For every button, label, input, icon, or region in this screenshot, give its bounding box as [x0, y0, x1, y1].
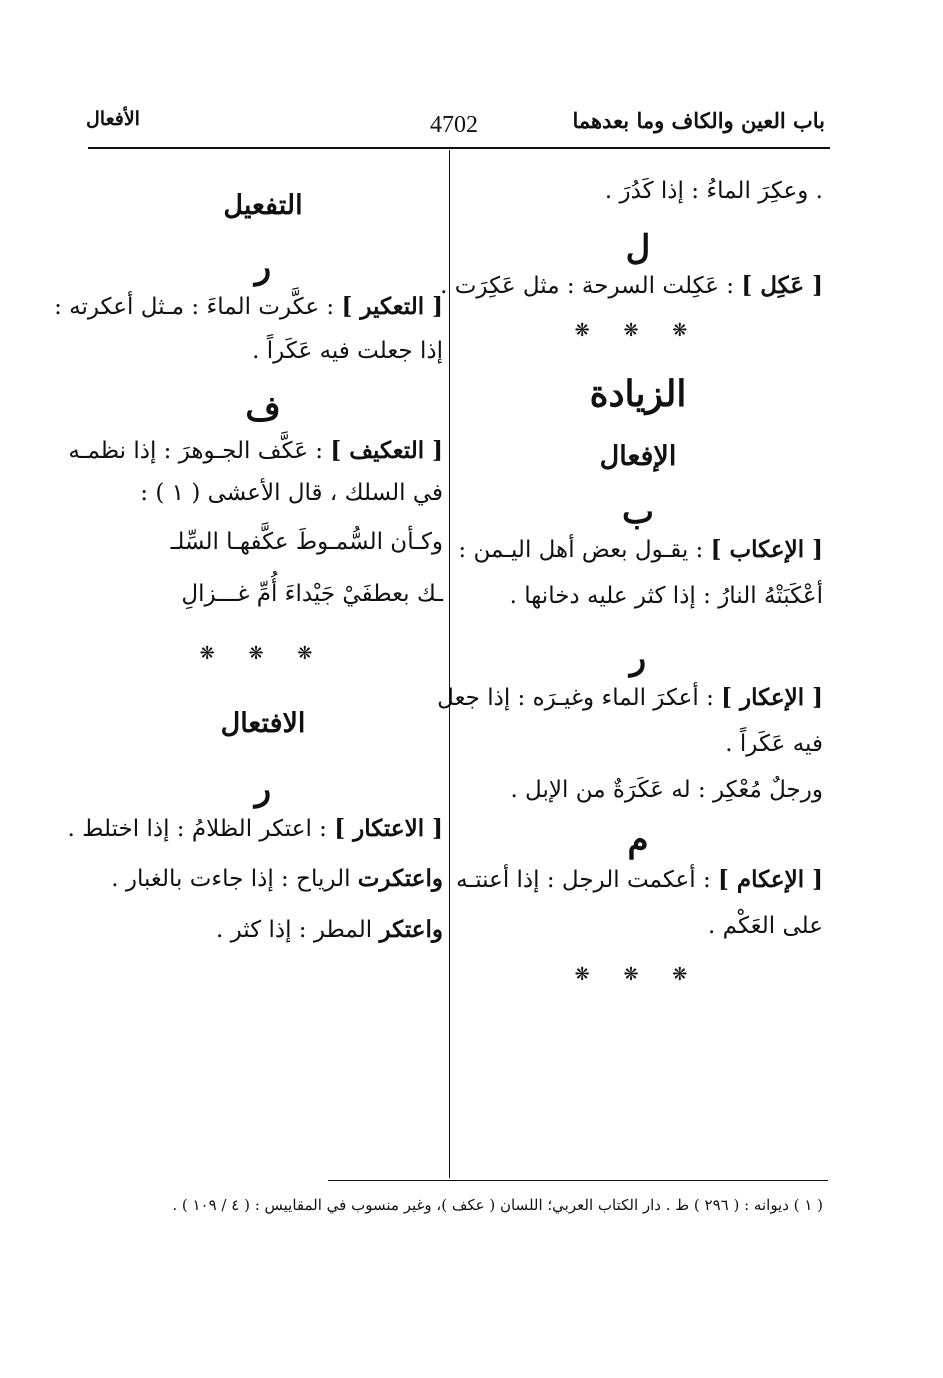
section-heading: الافتعال — [220, 707, 306, 739]
text-line: ورجلٌ مُعْكِر : له عَكَرَةٌ من الإبل . — [510, 776, 823, 803]
footnote: ( ١ ) ديوانه : ( ٢٩٦ ) ط . دار الكتاب العربي؛ اللسان ( عكف )، وغير منسوب في المقاييس : ( ٤ / ١٠٩ ) . — [172, 1196, 823, 1214]
entry-term: [ التعكير ] — [341, 293, 443, 320]
entry-line — [54, 293, 443, 322]
entry-text: : يقـول بعض أهل اليـمن : — [458, 537, 711, 564]
entry-line — [453, 866, 823, 895]
text-line: على العَكْم . — [708, 912, 823, 939]
entry-term: [ الإعكام ] — [718, 866, 823, 894]
chapter-title: باب العين والكاف وما بعدهما — [572, 108, 825, 133]
entry-text: : عَكَّف الجـوهرَ : إذا نظمـه — [68, 438, 331, 465]
entry-line — [83, 865, 443, 894]
text-line: إذا جعلت فيه عَكَراً . — [252, 337, 443, 364]
entry-term: واعتكر — [379, 915, 443, 943]
subsection-heading: الإفعال — [599, 441, 677, 473]
entry-text: الرياح : إذا جاءت بالغبار . — [111, 866, 358, 893]
entry-line — [453, 536, 823, 565]
right-column — [437, 172, 823, 986]
entry-line — [83, 916, 443, 945]
entry-line — [437, 684, 823, 713]
text-line: فيه عَكَراً . — [725, 730, 823, 757]
letter-heading: م — [627, 820, 649, 861]
entry-line — [67, 814, 443, 844]
text-line: في السلك ، قال الأعشى ( ١ ) : — [140, 479, 443, 506]
entry-term: واعتكرت — [357, 865, 443, 893]
header-rule — [88, 147, 830, 149]
entry-line — [440, 271, 823, 301]
entry-term: [ الإعكار ] — [721, 684, 823, 712]
letter-heading: ر — [254, 768, 272, 809]
section-heading: الزيادة — [589, 373, 687, 416]
page-number: 4702 — [430, 112, 478, 138]
text-line: . وعكِرَ الماءُ : إذا كَدُرَ . — [604, 178, 823, 204]
entry-text: : أعكرَ الماء وغيـرَه : إذا جعل — [437, 685, 722, 712]
text-line: أعْكَبَتْهُ النارُ : إذا كثر عليه دخانها . — [509, 582, 823, 609]
letter-heading: ر — [629, 638, 647, 679]
separator-stars: ❋ ❋ ❋ — [574, 964, 702, 986]
letter-heading: ل — [625, 227, 651, 268]
entry-text: المطر : إذا كثر . — [215, 916, 380, 943]
section-title: الأفعال — [86, 108, 140, 130]
poem-line: ـك بعطفَيْ جَيْداءَ أُمِّ غـــزالِ — [181, 580, 443, 607]
entry-term: [ الإعكاب ] — [710, 536, 823, 564]
section-heading: التفعيل — [223, 190, 303, 221]
footnote-rule — [328, 1180, 828, 1181]
separator-stars: ❋ ❋ ❋ — [574, 320, 702, 342]
entry-term: [ عَكِل ] — [741, 271, 823, 299]
entry-line — [68, 437, 443, 466]
entry-text: : اعتكر الظلامُ : إذا اختلط . — [67, 815, 335, 842]
letter-heading: ر — [254, 247, 272, 287]
letter-heading: ب — [621, 492, 654, 533]
entry-text: : أعكمت الرجل : إذا أعنتـه — [456, 867, 719, 894]
column-divider — [449, 150, 450, 1178]
letter-heading: ف — [245, 389, 281, 430]
entry-term: [ الاعتكار ] — [334, 814, 443, 842]
entry-text: : عَكِلت السرحة : مثل عَكِرَت . — [440, 272, 742, 299]
entry-term: [ التعكيف ] — [330, 437, 443, 465]
left-column — [54, 190, 443, 944]
separator-stars: ❋ ❋ ❋ — [199, 642, 327, 664]
entry-text: : عكَّرت الماءَ : مـثل أعكرته : — [54, 294, 342, 320]
poem-line: وكـأن السُّمـوطَ عكَّفهـا السِّلـ — [170, 529, 443, 556]
